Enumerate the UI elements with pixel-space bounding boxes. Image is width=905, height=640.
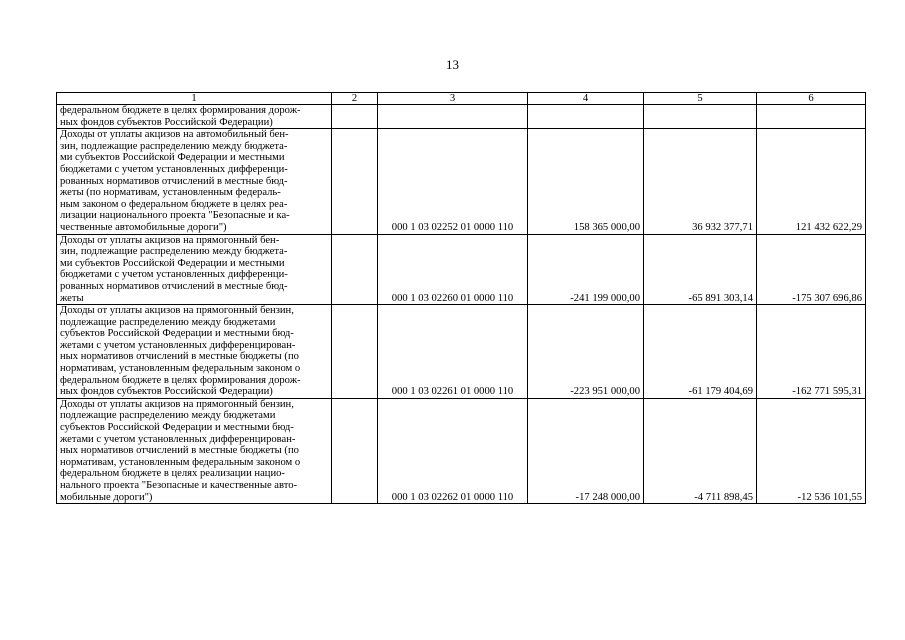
description-line: лизации национального проекта "Безопасные и ка-: [60, 210, 290, 222]
description-line: зин, подлежащие распределению между бюджета-: [60, 246, 288, 258]
column-number-4: 4: [528, 93, 644, 105]
description-line: жеты (по нормативам, установленным федераль-: [60, 187, 281, 199]
description-line: федеральном бюджете в целях реализации нацио-: [60, 468, 285, 480]
column-5-value: [644, 105, 757, 129]
column-number-6: 6: [757, 93, 866, 105]
description-line: Доходы от уплаты акцизов на прямогонный бензин,: [60, 398, 294, 410]
description-line: ми субъектов Российской Федерации и местными: [60, 257, 285, 269]
description-line: жеты: [60, 292, 84, 304]
column-number-3: 3: [378, 93, 528, 105]
row-description: [57, 305, 332, 399]
column-4-value: 158 365 000,00: [528, 129, 644, 234]
description-line: Доходы от уплаты акцизов на прямогонный бен-: [60, 234, 280, 246]
description-line: рованных нормативов отчислений в местные бюд-: [60, 280, 288, 292]
row-description: [57, 105, 332, 129]
column-6-value: 121 432 622,29: [757, 129, 866, 234]
column-6-value: -162 771 595,31: [757, 305, 866, 399]
row-description: [57, 234, 332, 305]
description-line: мобильные дороги"): [60, 491, 153, 503]
column-4-value: -241 199 000,00: [528, 234, 644, 305]
column-number-1: 1: [57, 93, 332, 105]
budget-code-cell: [378, 105, 528, 129]
description-line: жетами с учетом установленных дифференцирован-: [60, 433, 296, 445]
description-line: подлежащие распределению между бюджетами: [60, 316, 276, 328]
description-line: ных фондов субъектов Российской Федерации): [60, 386, 273, 398]
description-line: подлежащие распределению между бюджетами: [60, 410, 276, 422]
description-line: бюджетами с учетом установленных дифференци-: [60, 163, 288, 175]
description-line: рованных нормативов отчислений в местные бюд-: [60, 175, 288, 187]
table-header-row: [57, 93, 866, 105]
column-5-value: -61 179 404,69: [644, 305, 757, 399]
column-2-cell: [332, 305, 378, 399]
page-number: 13: [446, 57, 459, 72]
description-line: ным законом о федеральном бюджете в целях реа-: [60, 198, 288, 210]
budget-code-cell: 000 1 03 02261 01 0000 110: [378, 305, 528, 399]
description-line: ми субъектов Российской Федерации и местными: [60, 152, 285, 164]
description-line: субъектов Российской Федерации и местными бюд-: [60, 328, 294, 340]
table-row: [57, 129, 866, 234]
column-2-cell: [332, 398, 378, 503]
description-line: нормативам, установленным федеральным законом о: [60, 363, 301, 375]
row-description: [57, 129, 332, 234]
column-5-value: -4 711 898,45: [644, 398, 757, 503]
description-line: жетами с учетом установленных дифференцирован-: [60, 339, 296, 351]
description-line: нормативам, установленным федеральным законом о: [60, 456, 301, 468]
column-4-value: -17 248 000,00: [528, 398, 644, 503]
column-2-cell: [332, 129, 378, 234]
column-5-value: 36 932 377,71: [644, 129, 757, 234]
budget-code-cell: 000 1 03 02260 01 0000 110: [378, 234, 528, 305]
description-line: чественные автомобильные дороги"): [60, 221, 227, 233]
description-line: ных нормативов отчислений в местные бюджеты (по: [60, 351, 299, 363]
column-4-value: -223 951 000,00: [528, 305, 644, 399]
column-number-5: 5: [644, 93, 757, 105]
budget-code-cell: 000 1 03 02262 01 0000 110: [378, 398, 528, 503]
budget-revenue-table: [56, 92, 866, 504]
table-row: [57, 305, 866, 399]
description-line: субъектов Российской Федерации и местными бюд-: [60, 422, 294, 434]
description-line: зин, подлежащие распределению между бюджета-: [60, 140, 288, 152]
column-number-2: 2: [332, 93, 378, 105]
description-line: федеральном бюджете в целях формирования дорож-: [60, 374, 301, 386]
column-4-value: [528, 105, 644, 129]
description-line: ных фондов субъектов Российской Федерации): [60, 116, 273, 128]
description-line: ных нормативов отчислений в местные бюджеты (по: [60, 445, 299, 457]
column-6-value: -12 536 101,55: [757, 398, 866, 503]
column-5-value: -65 891 303,14: [644, 234, 757, 305]
budget-code-cell: 000 1 03 02252 01 0000 110: [378, 129, 528, 234]
table-row: [57, 234, 866, 305]
description-line: Доходы от уплаты акцизов на прямогонный бензин,: [60, 305, 294, 317]
description-line: бюджетами с учетом установленных дифференци-: [60, 269, 288, 281]
description-line: Доходы от уплаты акцизов на автомобильный бен-: [60, 129, 289, 141]
column-6-value: [757, 105, 866, 129]
table-row: [57, 105, 866, 129]
column-2-cell: [332, 105, 378, 129]
column-6-value: -175 307 696,86: [757, 234, 866, 305]
column-2-cell: [332, 234, 378, 305]
row-description: [57, 398, 332, 503]
table-row: [57, 398, 866, 503]
description-line: нального проекта "Безопасные и качественные авто-: [60, 480, 298, 491]
description-line: федеральном бюджете в целях формирования дорож-: [60, 105, 301, 116]
